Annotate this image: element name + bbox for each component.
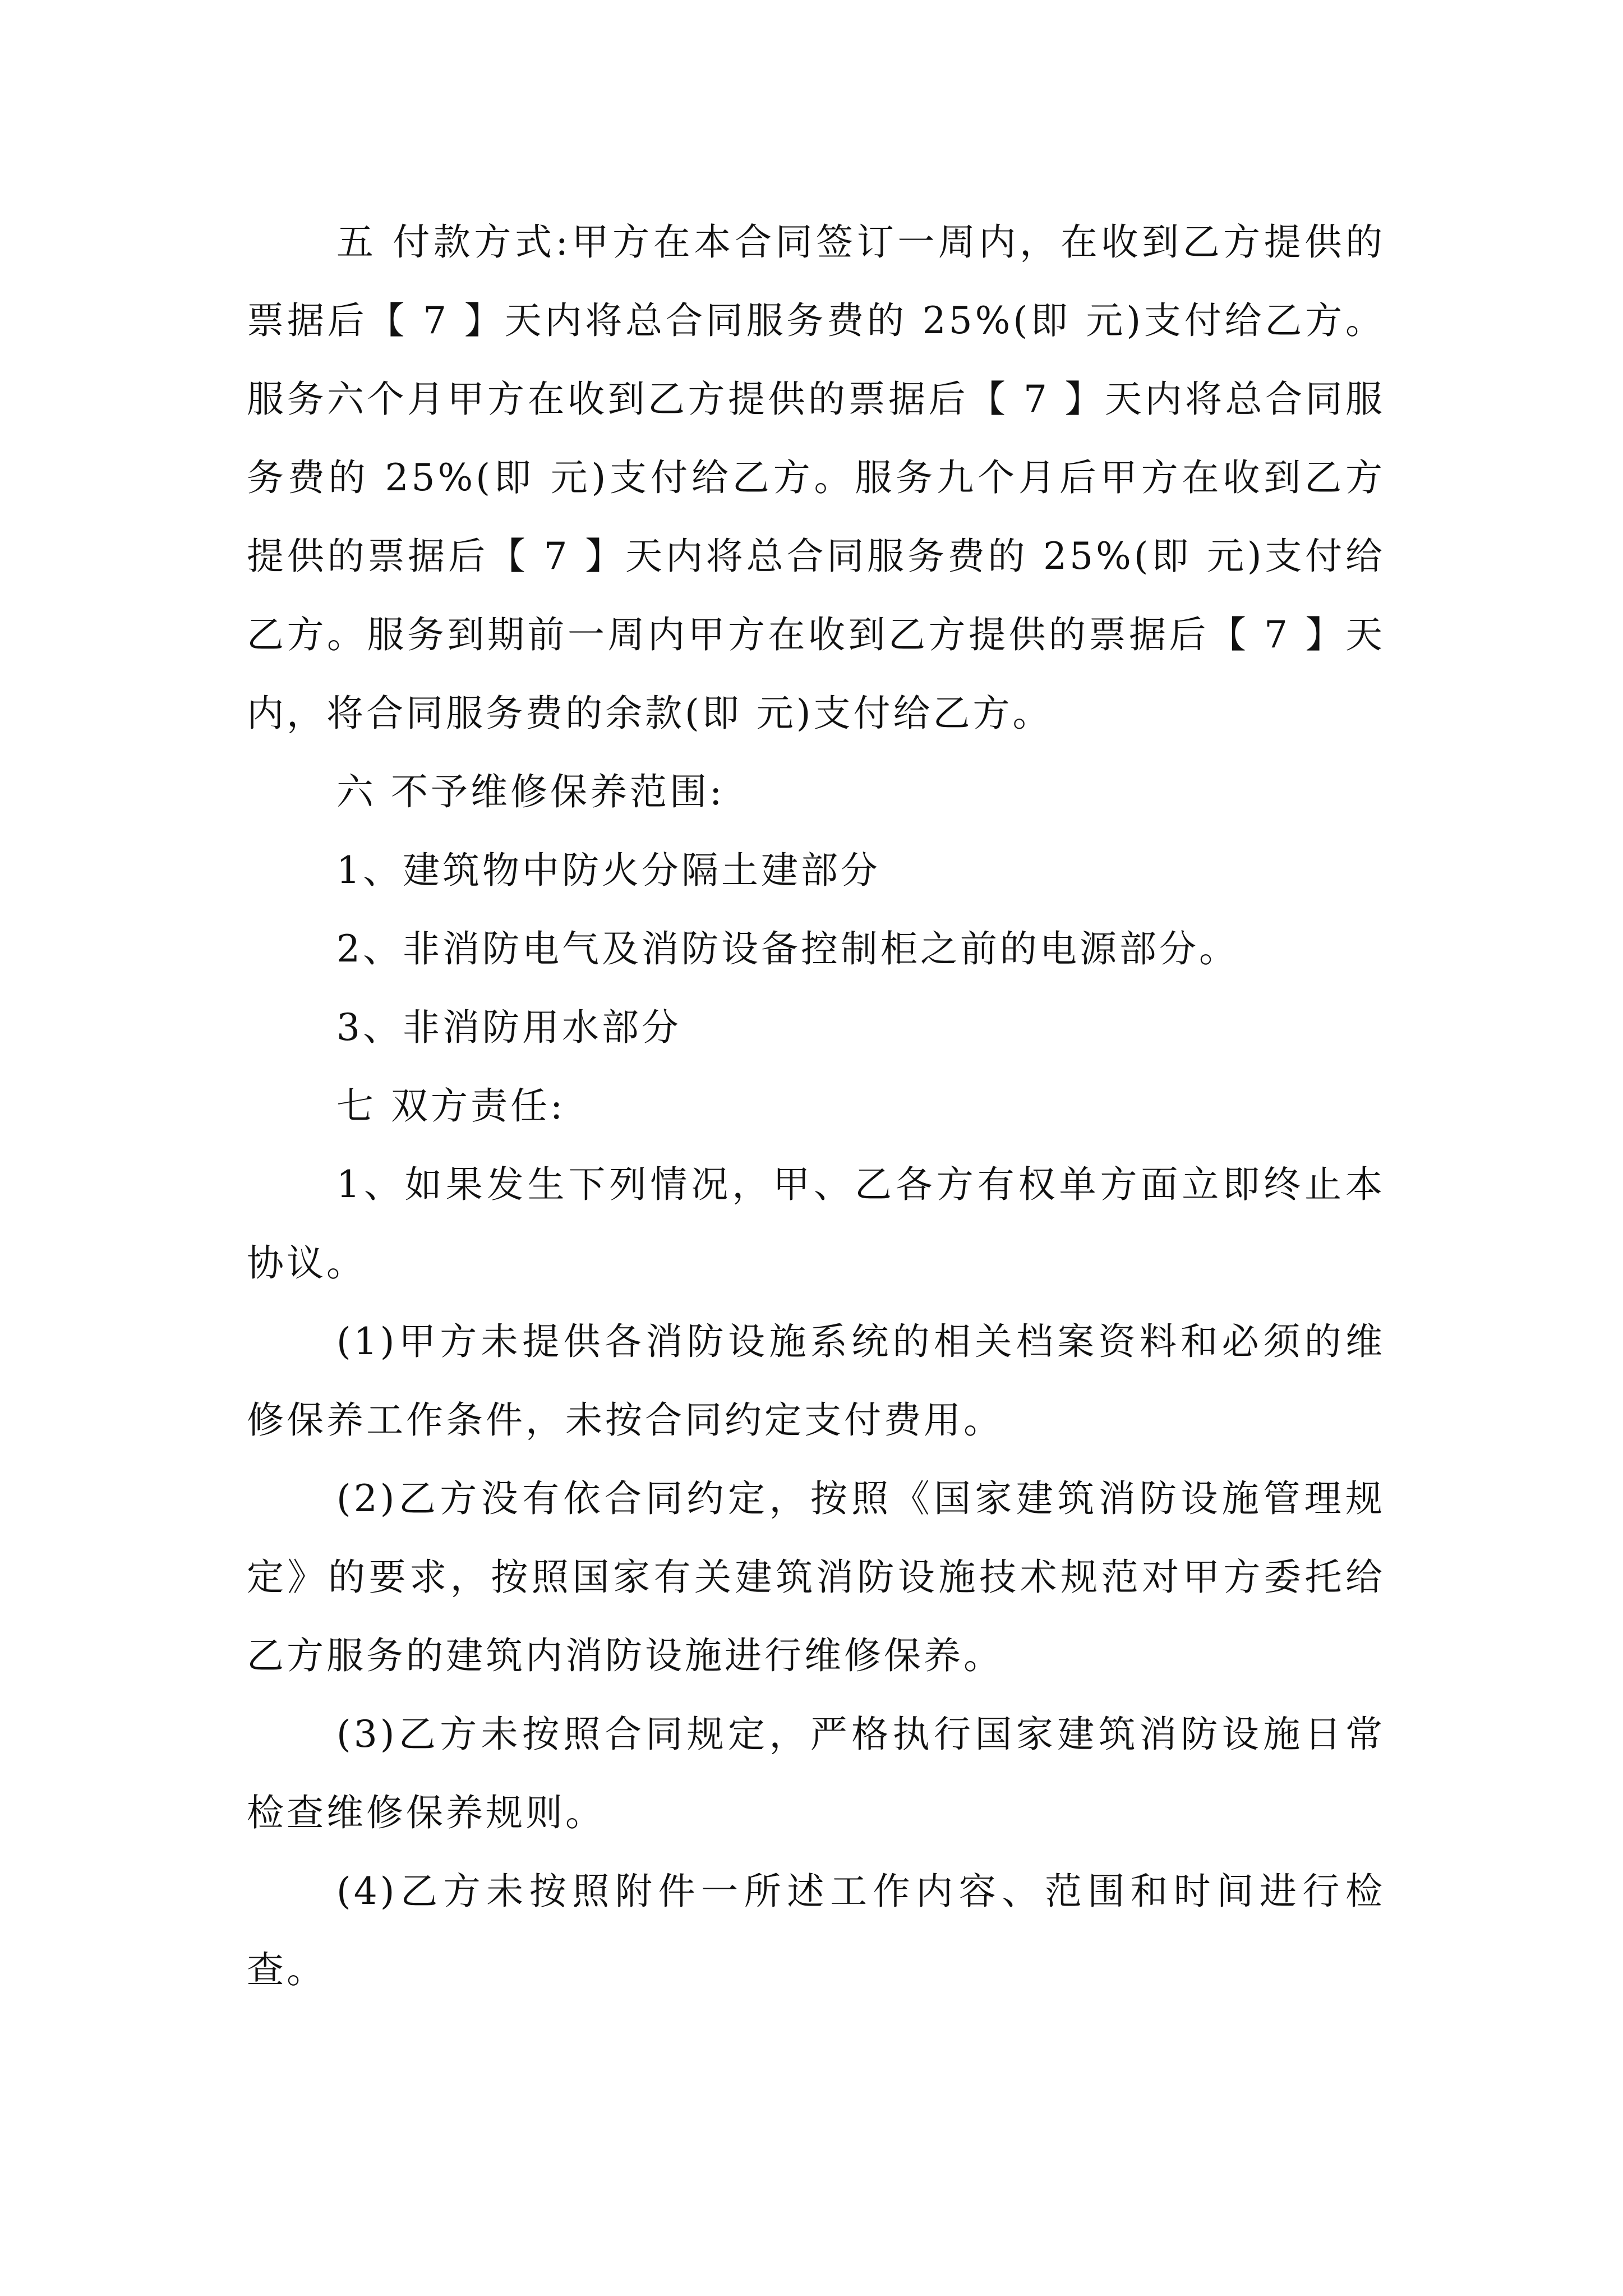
document-body (247, 203, 1385, 2009)
paragraph-condition-2: (2)乙方没有依合同约定，按照《国家建筑消防设施管理规定》的要求，按照国家有关建筑消防设施技术规范对甲方委托给乙方服务的建筑内消防设施进行维修保养。 (247, 1477, 1385, 1677)
paragraph-responsibility-item-1: 1、如果发生下列情况，甲、乙各方有权单方面立即终止本协议。 (247, 1163, 1385, 1285)
paragraph-exclusion-heading: 六 不予维修保养范围: (336, 770, 725, 813)
paragraph-responsibility-heading: 七 双方责任: (336, 1084, 566, 1128)
paragraph-exclusion-item-2: 2、非消防电气及消防设备控制柜之前的电源部分。 (336, 927, 1239, 970)
paragraph-exclusion-item-1: 1、建筑物中防火分隔土建部分 (336, 849, 880, 892)
paragraph-condition-3: (3)乙方未按照合同规定，严格执行国家建筑消防设施日常检查维修保养规则。 (247, 1713, 1385, 1834)
paragraph-payment-terms: 五 付款方式:甲方在本合同签订一周内，在收到乙方提供的票据后【 7 】天内将总合同服务费的 25%(即 元)支付给乙方。服务六个月甲方在收到乙方提供的票据后【 7 】天内将总合同服务费的 25%(即 元)支付给乙方。服务九个月后甲方在收到乙方提供的票据后【 7 】天内将总合同服务费的 25%(即 元)支付给乙方。服务到期前一周内甲方在收到乙方提供的票据后【 7 】天内，将合同服务费的余款(即 元)支付给乙方。 (247, 220, 1385, 735)
paragraph-condition-4: (4)乙方未按照附件一所述工作内容、范围和时间进行检查。 (247, 1870, 1385, 1991)
paragraph-exclusion-item-3: 3、非消防用水部分 (336, 1006, 681, 1049)
paragraph-condition-1: (1)甲方未提供各消防设施系统的相关档案资料和必须的维修保养工作条件，未按合同约定支付费用。 (247, 1320, 1385, 1442)
